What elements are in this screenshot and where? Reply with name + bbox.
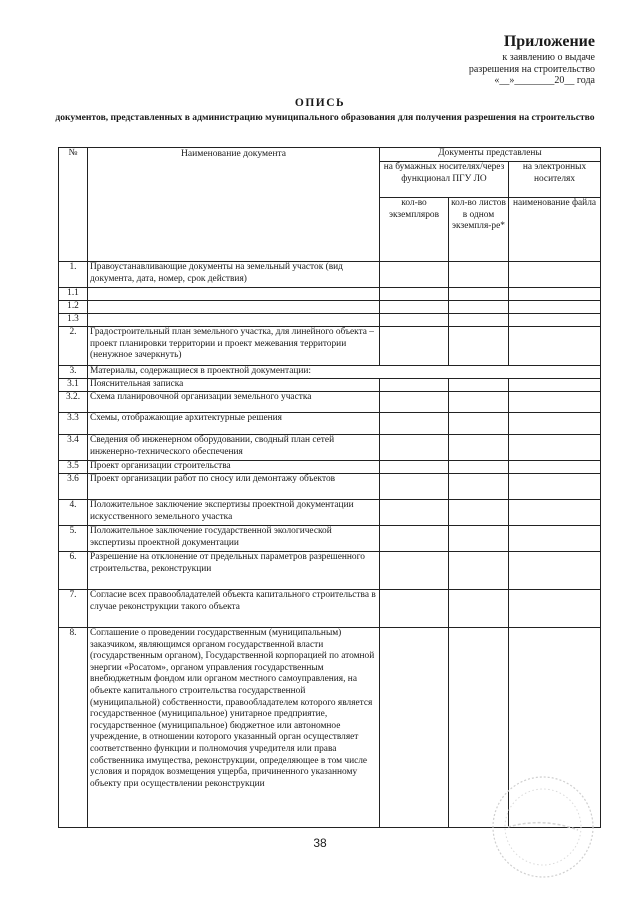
cell-sheets bbox=[449, 288, 509, 301]
row-document-name: Проект организации работ по сносу или демонтажу объектов bbox=[88, 474, 380, 500]
table-row bbox=[59, 413, 601, 435]
row-number: 3.1 bbox=[59, 379, 88, 392]
cell-copies bbox=[380, 474, 449, 500]
row-document-name: Сведения об инженерном оборудовании, сводный план сетей инженерно-технического обеспечения bbox=[88, 435, 380, 461]
row-document-name: Схемы, отображающие архитектурные решения bbox=[88, 413, 380, 435]
cell-copies bbox=[380, 262, 449, 288]
page-number: 38 bbox=[313, 836, 327, 850]
header-sheets: кол-во листов в одном экземпля-ре* bbox=[449, 198, 509, 262]
row-number: 3. bbox=[59, 366, 88, 379]
cell-filename bbox=[509, 392, 601, 413]
cell-sheets bbox=[449, 435, 509, 461]
cell-filename bbox=[509, 461, 601, 474]
cell-sheets bbox=[449, 301, 509, 314]
cell-sheets bbox=[449, 413, 509, 435]
cell-filename bbox=[509, 500, 601, 526]
row-number: 3.4 bbox=[59, 435, 88, 461]
cell-copies bbox=[380, 314, 449, 327]
cell-filename bbox=[509, 435, 601, 461]
cell-sheets bbox=[449, 552, 509, 590]
header-paper: на бумажных носителях/через функционал ПГУ ЛО bbox=[380, 162, 509, 198]
row-document-name: Схема планировочной организации земельного участка bbox=[88, 392, 380, 413]
cell-sheets bbox=[449, 262, 509, 288]
appendix-line-3: «__»________20__ года bbox=[494, 75, 595, 86]
header-presented: Документы представлены bbox=[380, 148, 601, 162]
appendix-heading: Приложение bbox=[503, 33, 595, 50]
cell-filename bbox=[509, 301, 601, 314]
cell-filename bbox=[509, 474, 601, 500]
documents-table bbox=[58, 147, 601, 828]
cell-sheets bbox=[449, 392, 509, 413]
row-number: 1.2 bbox=[59, 301, 88, 314]
cell-copies bbox=[380, 288, 449, 301]
row-document-name: Материалы, содержащиеся в проектной документации: bbox=[88, 366, 601, 379]
appendix-block bbox=[469, 32, 595, 87]
table-row bbox=[59, 500, 601, 526]
table-row bbox=[59, 327, 601, 366]
table-row bbox=[59, 590, 601, 628]
document-subtitle: документов, представленных в администрацию муниципального образования для получения разрешения на строительство bbox=[55, 112, 595, 123]
table-row bbox=[59, 461, 601, 474]
cell-filename bbox=[509, 327, 601, 366]
row-document-name: Пояснительная записка bbox=[88, 379, 380, 392]
cell-sheets bbox=[449, 314, 509, 327]
row-document-name: Разрешение на отклонение от предельных параметров разрешенного строительства, реконструкции bbox=[88, 552, 380, 590]
row-document-name: Проект организации строительства bbox=[88, 461, 380, 474]
cell-copies bbox=[380, 526, 449, 552]
row-number: 1.1 bbox=[59, 288, 88, 301]
cell-filename bbox=[509, 314, 601, 327]
header-num: № bbox=[59, 148, 88, 262]
header-copies: кол-во экземпляров bbox=[380, 198, 449, 262]
cell-copies bbox=[380, 552, 449, 590]
cell-copies bbox=[380, 461, 449, 474]
row-number: 2. bbox=[59, 327, 88, 366]
cell-sheets bbox=[449, 500, 509, 526]
row-document-name bbox=[88, 301, 380, 314]
document-title: ОПИСЬ bbox=[294, 97, 346, 109]
stamp-seal-image bbox=[478, 772, 608, 882]
row-number: 3.2. bbox=[59, 392, 88, 413]
row-number: 3.3 bbox=[59, 413, 88, 435]
cell-filename bbox=[509, 413, 601, 435]
cell-sheets bbox=[449, 526, 509, 552]
cell-copies bbox=[380, 327, 449, 366]
cell-copies bbox=[380, 500, 449, 526]
table-row bbox=[59, 366, 601, 379]
row-number: 5. bbox=[59, 526, 88, 552]
row-number: 6. bbox=[59, 552, 88, 590]
row-document-name: Соглашение о проведении государственным (муниципальным) заказчиком, являющимся органом государственной власти (государственным органом), Государственной корпорацией по атомной энергии «Росатом», органом управления государственным внебюджетным фондом или органом местного самоуправления, на объекте капитального строительства государственной (муниципальной) собственности, правообладателем которого является государственное (муниципальное) унитарное предприятие, государственное (муниципальное) бюджетное или автономное учреждение, в отношении которого указанный орган осуществляет соответственно функции и полномочия учредителя или права собственника имущества, реконструкции, определяющее в том числе условия и порядок возмещения ущерба, причиненного указанному объекту при осуществлении реконструкции bbox=[88, 628, 380, 828]
cell-copies bbox=[380, 379, 449, 392]
table-row bbox=[59, 301, 601, 314]
appendix-line-1: к заявлению о выдаче bbox=[502, 52, 595, 63]
row-number: 1. bbox=[59, 262, 88, 288]
row-number: 3.6 bbox=[59, 474, 88, 500]
header-filename: наименование файла bbox=[509, 198, 601, 262]
cell-copies bbox=[380, 392, 449, 413]
cell-sheets bbox=[449, 590, 509, 628]
row-number: 7. bbox=[59, 590, 88, 628]
table-row bbox=[59, 314, 601, 327]
table-row bbox=[59, 379, 601, 392]
row-number: 4. bbox=[59, 500, 88, 526]
cell-sheets bbox=[449, 474, 509, 500]
row-number: 1.3 bbox=[59, 314, 88, 327]
table-row bbox=[59, 392, 601, 413]
row-document-name: Положительное заключение государственной экологической экспертизы проектной документации bbox=[88, 526, 380, 552]
table-row bbox=[59, 552, 601, 590]
cell-copies bbox=[380, 628, 449, 828]
cell-copies bbox=[380, 301, 449, 314]
row-document-name: Положительное заключение экспертизы проектной документации искусственного земельного участка bbox=[88, 500, 380, 526]
table-row bbox=[59, 288, 601, 301]
cell-filename bbox=[509, 288, 601, 301]
row-document-name: Градостроительный план земельного участка, для линейного объекта – проект планировки территории и проект межевания территории (ненужное зачеркнуть) bbox=[88, 327, 380, 366]
cell-sheets bbox=[449, 379, 509, 392]
row-number: 3.5 bbox=[59, 461, 88, 474]
header-electronic: на электронных носителях bbox=[509, 162, 601, 198]
cell-filename bbox=[509, 552, 601, 590]
cell-copies bbox=[380, 590, 449, 628]
cell-filename bbox=[509, 526, 601, 552]
row-document-name: Правоустанавливающие документы на земельный участок (вид документа, дата, номер, срок действия) bbox=[88, 262, 380, 288]
row-document-name: Согласие всех правообладателей объекта капитального строительства в случае реконструкции такого объекта bbox=[88, 590, 380, 628]
header-name: Наименование документа bbox=[88, 148, 380, 262]
cell-filename bbox=[509, 379, 601, 392]
table-row bbox=[59, 435, 601, 461]
table-row bbox=[59, 474, 601, 500]
cell-filename bbox=[509, 262, 601, 288]
table-row bbox=[59, 526, 601, 552]
row-document-name bbox=[88, 314, 380, 327]
table-row bbox=[59, 262, 601, 288]
row-document-name bbox=[88, 288, 380, 301]
cell-copies bbox=[380, 435, 449, 461]
cell-sheets bbox=[449, 327, 509, 366]
cell-copies bbox=[380, 413, 449, 435]
cell-sheets bbox=[449, 461, 509, 474]
row-number: 8. bbox=[59, 628, 88, 828]
appendix-line-2: разрешения на строительство bbox=[468, 63, 595, 75]
cell-filename bbox=[509, 590, 601, 628]
